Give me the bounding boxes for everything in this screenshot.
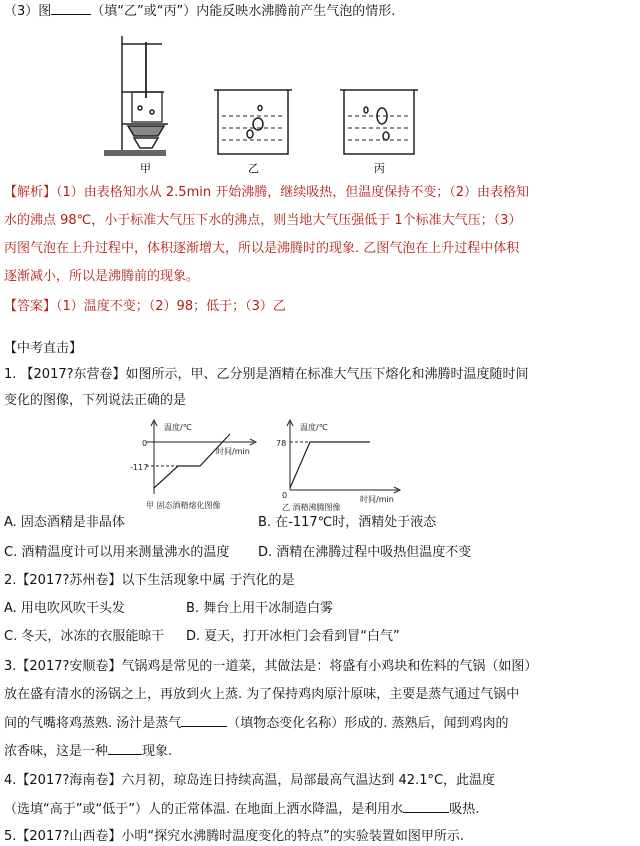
analysis-line-1: 【解析】（1）由表格知水从 2.5min 开始沸腾，继续吸热，但温度保持不变；（2）由表格知 <box>4 185 529 200</box>
p3-line-3 <box>4 714 509 733</box>
beaker-bing <box>340 90 418 154</box>
analysis-line-3: 丙图气泡在上升过程中，体积逐渐增大，所以是沸腾时的现象. 乙图气泡在上升过程中体积 <box>4 241 520 256</box>
graph-yi-xlabel: 时间/min <box>360 495 394 504</box>
label-jia: 甲 <box>140 162 151 175</box>
label-bing: 丙 <box>374 162 385 175</box>
p1-stem-line-2: 变化的图像，下列说法正确的是 <box>4 393 187 408</box>
p5-line-1: 5.【2017?山西卷】小明“探究水沸腾时温度变化的特点”的实验装置如图甲所示. <box>4 829 464 844</box>
graph-jia-ylabel: 温度/℃ <box>164 423 192 432</box>
p1-option-b: B. 在-117℃时，酒精处于液态 <box>258 515 437 530</box>
graph-jia-caption: 甲 固态酒精熔化图像 <box>146 501 221 510</box>
stand-apparatus <box>104 36 168 156</box>
p2-option-c: C. 冬天，冰冻的衣服能晾干 <box>4 629 165 644</box>
q3-prefix: （3）图 <box>4 4 52 19</box>
beaker-yi <box>214 90 292 154</box>
p4-line-2-start: （选填“高于”或“低于”）人的正常体温. 在地面上洒水降温，是利用水 <box>4 802 404 817</box>
label-yi: 乙 <box>248 162 259 175</box>
p3-line-1: 3.【2017?安顺卷】气锅鸡是常见的一道菜，其做法是：将盛有小鸡块和佐料的气锅（如图） <box>4 659 538 674</box>
p3-line-4 <box>4 742 172 761</box>
p3-line-4-end: 现象. <box>142 744 173 759</box>
graph-jia-tick-117: -117 <box>130 463 149 472</box>
p2-stem: 2.【2017?苏州卷】以下生活现象中属 于汽化的是 <box>4 573 295 588</box>
answer-blank <box>403 800 449 813</box>
q3-suffix: （填“乙”或“丙”）内能反映水沸腾前产生气泡的情形. <box>91 4 396 19</box>
answer-line: 【答案】（1）温度不变；（2）98；低于；（3）乙 <box>4 299 286 314</box>
p3-line-3-end: （填物态变化名称）形成的. 蒸熟后，闻到鸡肉的 <box>227 716 509 731</box>
p3-line-2: 放在盛有清水的汤锅之上，再放到火上蒸. 为了保持鸡肉原汁原味，主要是蒸气通过气锅中 <box>4 687 520 702</box>
p3-line-3-start: 间的气嘴将鸡蒸熟. 汤汁是蒸气 <box>4 716 182 731</box>
p1-option-d: D. 酒精在沸腾过程中吸热但温度不变 <box>258 545 472 560</box>
p4-line-2-end: 吸热. <box>449 802 480 817</box>
p4-line-2 <box>4 800 479 819</box>
p1-option-a: A. 固态酒精是非晶体 <box>4 515 125 530</box>
graph-yi-ylabel: 温度/℃ <box>300 423 328 432</box>
answer-blank <box>51 2 91 15</box>
graph-jia-tick-0: 0 <box>142 439 148 448</box>
analysis-line-4: 逐渐减小，所以是沸腾前的现象。 <box>4 269 200 284</box>
question-3-line <box>4 2 395 21</box>
p3-line-4-start: 浓香味，这是一种 <box>4 744 109 759</box>
answer-blank <box>108 742 142 755</box>
section-header: 【中考直击】 <box>4 341 83 356</box>
graph-yi-tick-78: 78 <box>276 439 287 448</box>
boiling-apparatus-figure <box>100 28 520 178</box>
graph-yi-tick-0: 0 <box>282 491 288 500</box>
graph-jia-xlabel: 时间/min <box>216 447 250 456</box>
p1-option-c: C. 酒精温度计可以用来测量沸水的温度 <box>4 545 230 560</box>
analysis-line-2: 水的沸点 98℃，小于标准大气压下水的沸点，则当地大气压强低于 1个标准大气压；（3） <box>4 213 522 228</box>
answer-blank <box>181 714 227 727</box>
p2-option-a: A. 用电吹风吹干头发 <box>4 601 125 616</box>
graph-yi-boiling <box>270 418 410 512</box>
p4-line-1: 4.【2017?海南卷】六月初，琼岛连日持续高温，局部最高气温达到 42.1°C，此温度 <box>4 773 496 788</box>
graph-jia-melting <box>118 418 268 512</box>
p1-stem-line-1: 1. 【2017?东营卷】如图所示，甲、乙分别是酒精在标准大气压下熔化和沸腾时温度随时间 <box>4 367 529 382</box>
p2-option-d: D. 夏天，打开冰柜门会看到冒“白气” <box>186 629 400 644</box>
p2-option-b: B. 舞台上用干冰制造白雾 <box>186 601 334 616</box>
graph-yi-caption: 乙 酒精沸腾图像 <box>282 503 341 512</box>
